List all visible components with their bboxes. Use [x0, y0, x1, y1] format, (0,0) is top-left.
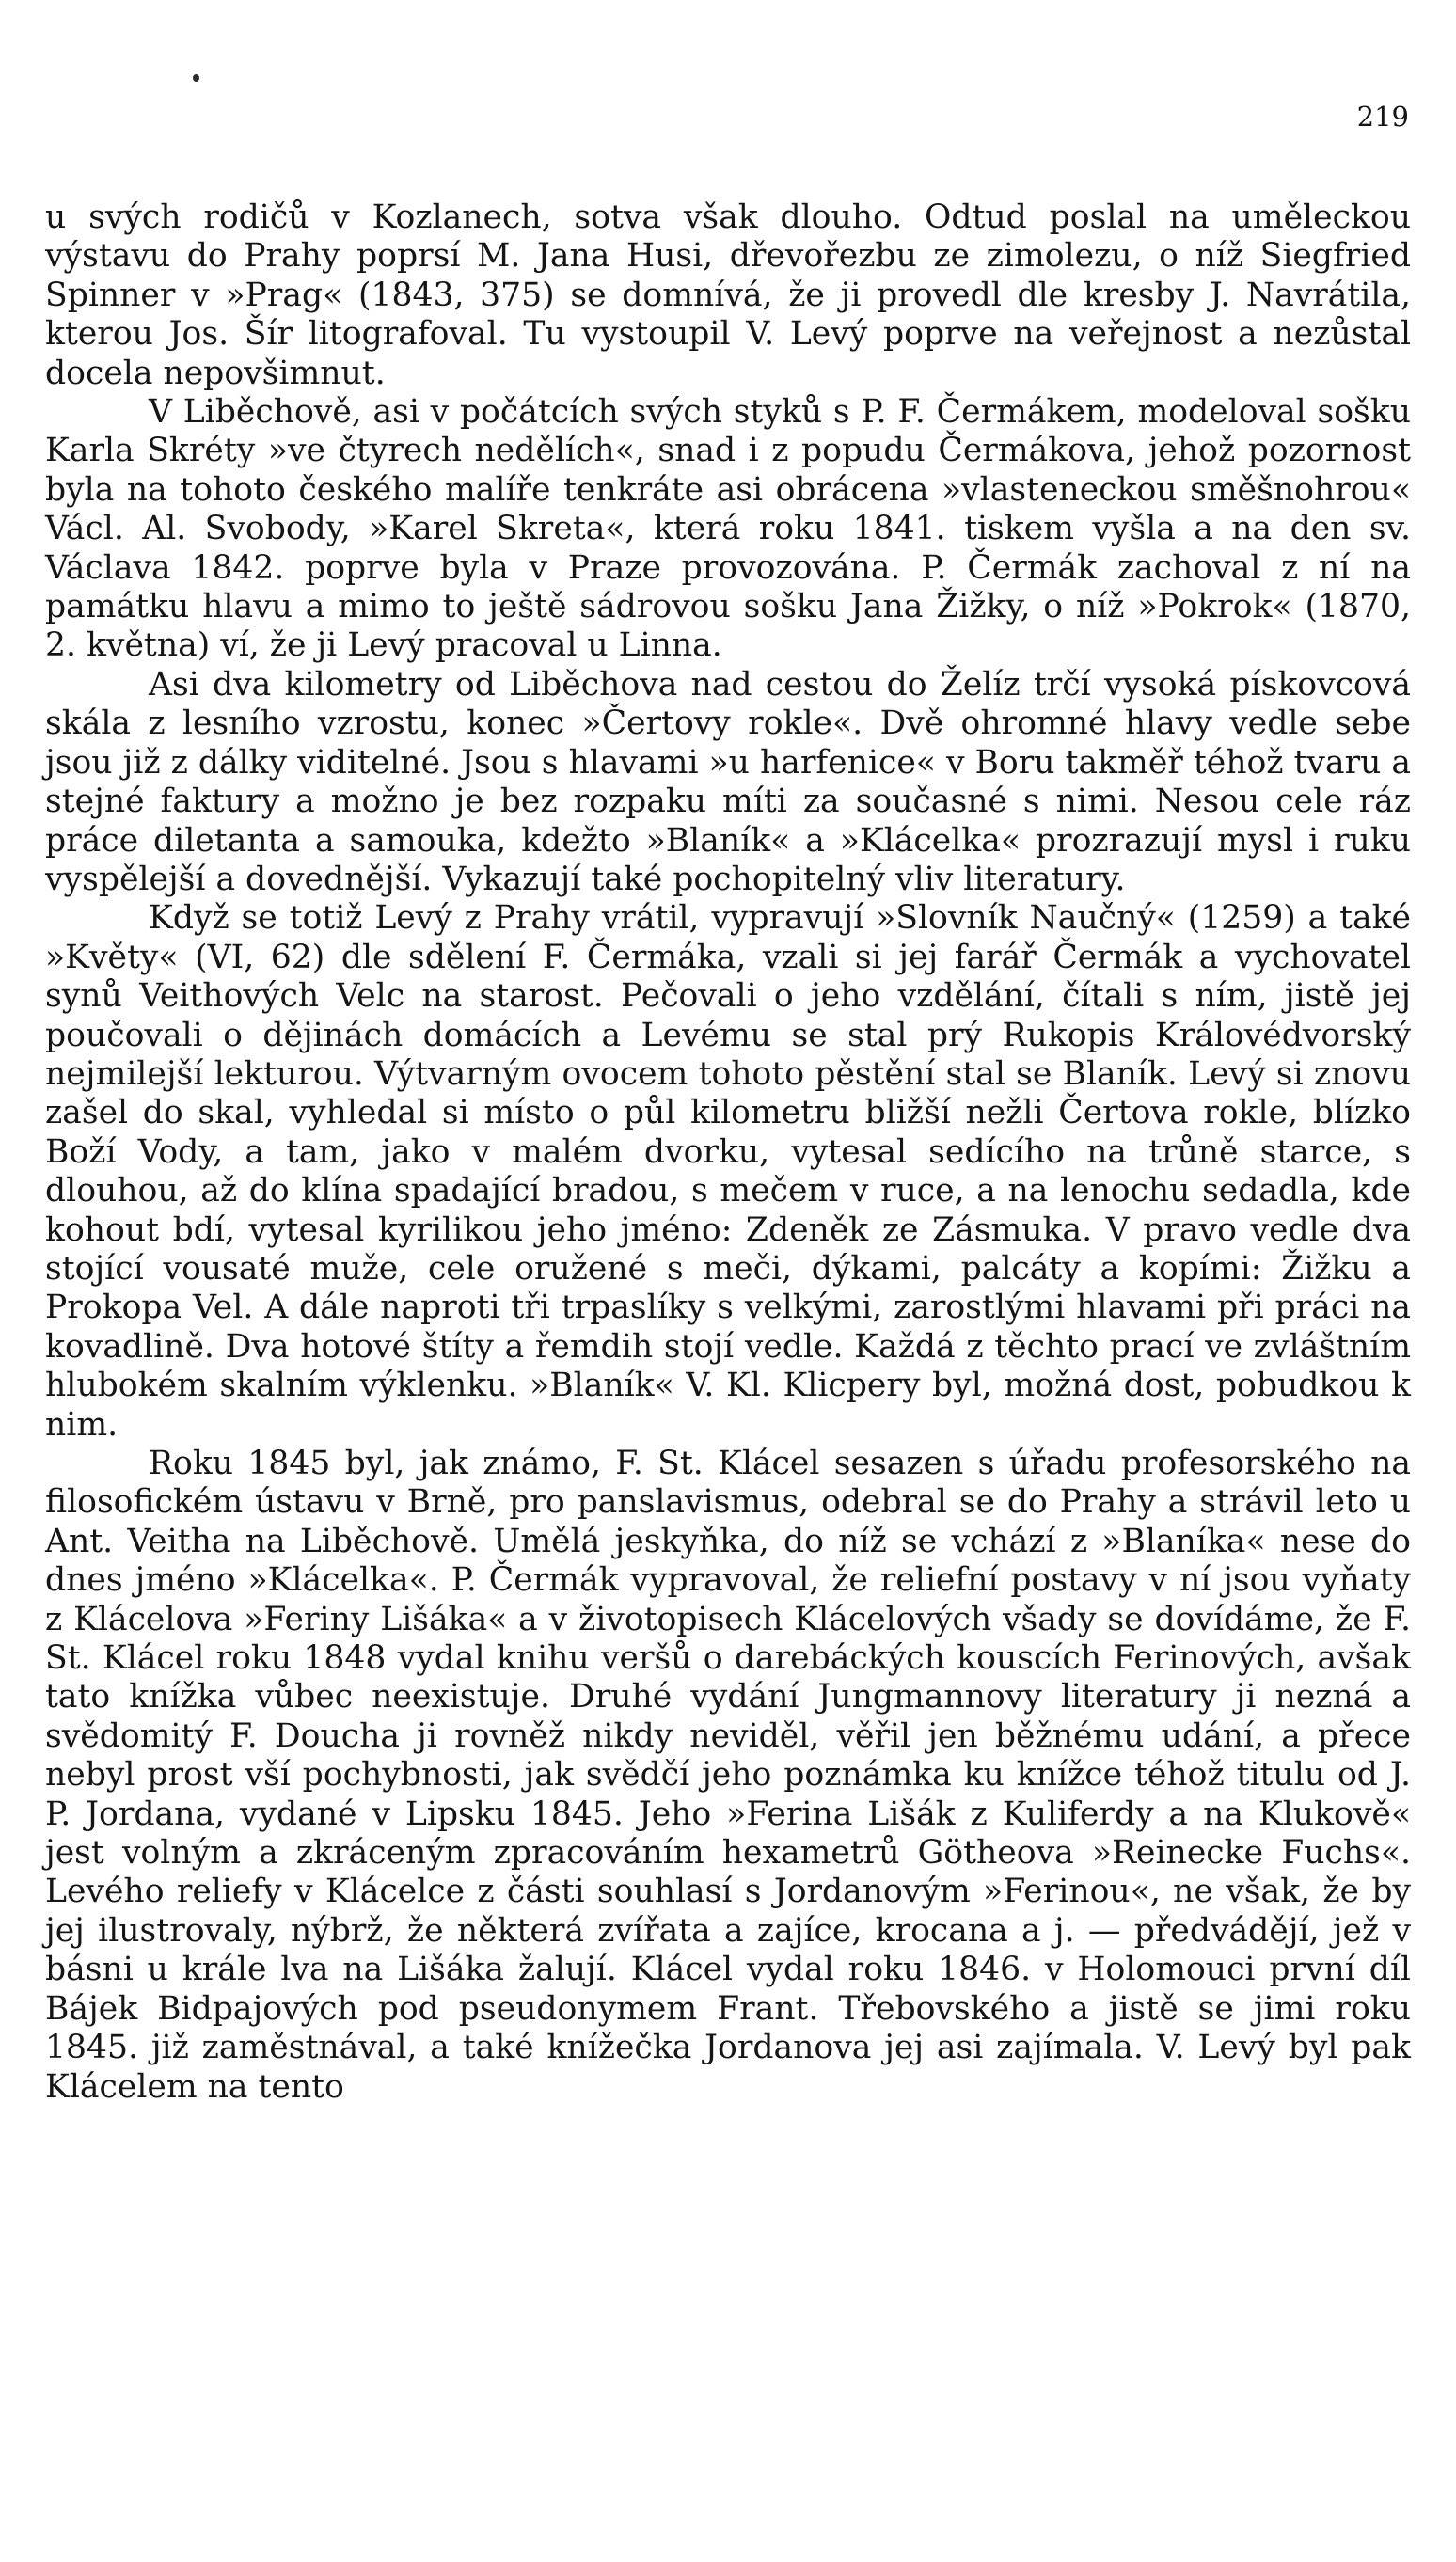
paragraph-4: Když se totiž Levý z Prahy vrátil, vypravují »Slovník Naučný« (1259) a také »Květy« (VI, 62) dle sdělení F. Čermáka, vzali si jej farář Čermák a vychovatel synů Veithových Velc na starost. Pečovali o jeho vzdělání, čítali s ním, jistě jej poučovali o dějinách domácích a Levému se stal prý Rukopis Královédvorský nejmilejší lekturou. Výtvarným ovocem tohoto pěstění stal se Blaník. Levý si znovu zašel do skal, vyhledal si místo o půl kilometru bližší nežli Čertova rokle, blízko Boží Vody, a tam, jako v malém dvorku, vytesal sedícího na trůně starce, s dlouhou, až do klína spadající bradou, s mečem v ruce, a na lenochu sedadla, kde kohout bdí, vytesal kyrilikou jeho jméno: Zdeněk ze Zásmuka. V pravo vedle dva stojící vousaté muže, cele oružené s meči, dýkami, palcáty a kopími: Žižku a Prokopa Vel. A dále naproti tři trpaslíky s velkými, zarostlými hlavami při práci na kovadlině. Dva hotové štíty a řemdih stojí vedle. Každá z těchto prací ve zvláštním hlubokém skalním výklenku. »Blaník« V. Kl. Klicpery byl, možná dost, pobudkou k nim. — [45, 899, 1411, 1444]
paragraph-2: V Liběchově, asi v počátcích svých styků s P. F. Čermákem, modeloval sošku Karla Skréty »ve čtyrech nedělích«, snad i z popudu Čermákova, jehož pozornost byla na tohoto českého malíře tenkráte asi obrácena »vlasteneckou směšnohrou« Václ. Al. Svobody, »Karel Skreta«, která roku 1841. tiskem vyšla a na den sv. Václava 1842. poprve byla v Praze provozována. P. Čermák zachoval z ní na památku hlavu a mimo to ještě sádrovou sošku Jana Žižky, o níž »Pokrok« (1870, 2. května) ví, že ji Levý pracoval u Linna. — [45, 393, 1411, 665]
paragraph-3: Asi dva kilometry od Liběchova nad cestou do Želíz trčí vysoká pískovcová skála z lesního vzrostu, konec »Čertovy rokle«. Dvě ohromné hlavy vedle sebe jsou již z dálky viditelné. Jsou s hlavami »u harfenice« v Boru takměř téhož tvaru a stejné faktury a možno je bez rozpaku míti za současné s nimi. Nesou cele ráz práce diletanta a samouka, kdežto »Blaník« a »Klácelka« prozrazují mysl i ruku vyspělejší a dovednější. Vykazují také pochopitelný vliv literatury. — [45, 665, 1411, 898]
page-number: 219 — [1356, 101, 1409, 133]
paragraph-1: u svých rodičů v Kozlanech, sotva však dlouho. Odtud poslal na uměleckou výstavu do Prahy poprsí M. Jana Husi, dřevořezbu ze zimolezu, o níž Siegfried Spinner v »Prag« (1843, 375) se domnívá, že ji provedl dle kresby J. Navrátila, kterou Jos. Šír litografoval. Tu vystoupil V. Levý poprve na veřejnost a nezůstal docela nepovšimnut. — [45, 198, 1411, 392]
body-text — [45, 198, 1411, 2107]
ink-speck — [193, 74, 199, 82]
paragraph-5: Roku 1845 byl, jak známo, F. St. Klácel sesazen s úřadu profesorského na filosofickém ústavu v Brně, pro panslavismus, odebral se do Prahy a strávil leto u Ant. Veitha na Liběchově. Umělá jeskyňka, do níž se vchází z »Blaníka« nese do dnes jméno »Klácelka«. P. Čermák vypravoval, že reliefní postavy v ní jsou vyňaty z Klácelova »Feriny Lišáka« a v životopisech Klácelových všady se dovídáme, že F. St. Klácel roku 1848 vydal knihu veršů o darebáckých kouscích Ferinových, avšak tato knížka vůbec neexistuje. Druhé vydání Jungmannovy literatury ji nezná a svědomitý F. Doucha ji rovněž nikdy neviděl, věřil jen běžnému udání, a přece nebyl prost vší pochybnosti, jak svědčí jeho poznámka ku knížce téhož titulu od J. P. Jordana, vydané v Lipsku 1845. Jeho »Ferina Lišák z Kuliferdy a na Klukově« jest volným a zkráceným zpracováním hexametrů Götheova »Reinecke Fuchs«. Levého reliefy v Klácelce z části souhlasí s Jordanovým »Ferinou«, ne však, že by jej ilustrovaly, nýbrž, že některá zvířata a zajíce, krocana a j. — předvádějí, jež v básni u krále lva na Lišáka žalují. Klácel vydal roku 1846. v Holomouci první díl Bájek Bidpajových pod pseudonymem Frant. Třebovského a jistě se jimi roku 1845. již zaměstnával, a také knížečka Jordanova jej asi zajímala. V. Levý byl pak Klácelem na tento — [45, 1445, 1411, 2106]
